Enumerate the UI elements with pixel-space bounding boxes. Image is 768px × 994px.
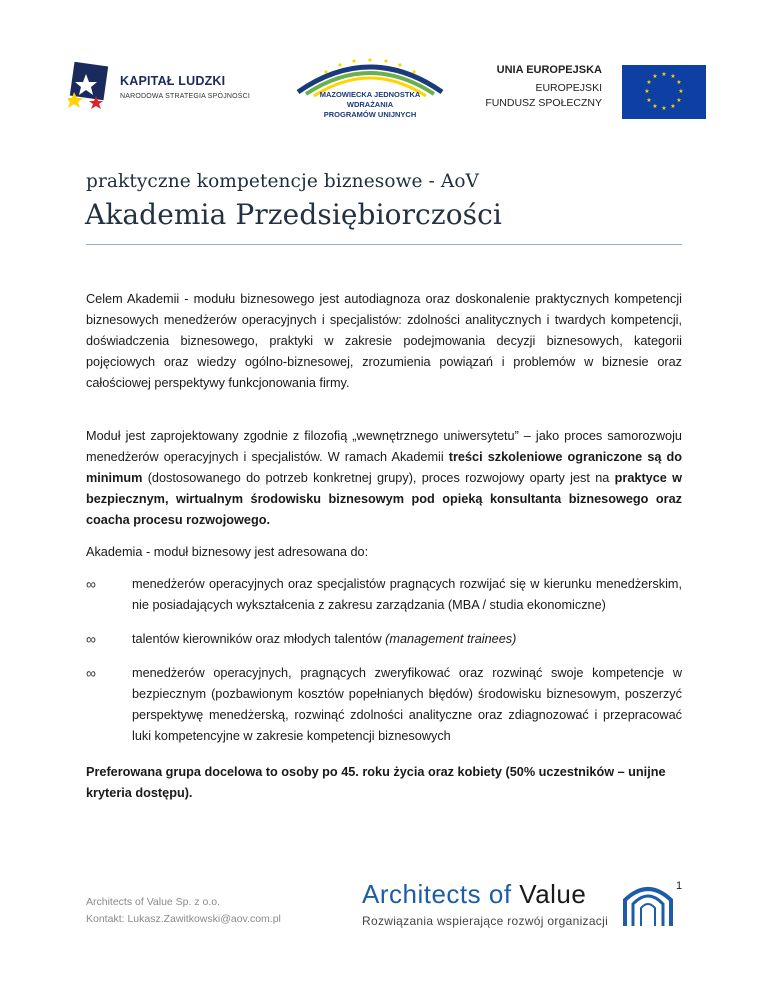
audience-list (86, 568, 682, 747)
list-item-italic: (management trainees) (385, 632, 517, 646)
list-item (86, 574, 682, 616)
footer-company: Architects of Value Sp. z o.o. (86, 896, 221, 908)
svg-text:★: ★ (678, 88, 684, 95)
svg-text:★: ★ (652, 73, 658, 80)
kapital-ludzki-logo (68, 62, 268, 112)
target-group-note: Preferowana grupa docelowa to osoby po 45. roku życia oraz kobiety (50% uczestników – unijne kryteria dostępu). (86, 765, 666, 800)
svg-text:★: ★ (652, 103, 658, 110)
audience-intro: Akademia - moduł biznesowy jest adresowana do: (86, 545, 369, 559)
aov-arch-logo-icon (621, 880, 675, 928)
list-item-text: menedżerów operacyjnych oraz specjalistów pragnących rozwijać się w kierunku menedżerskim, nie posiadających wykształcenia z zakresu zarządzania (MBA / studia ekonomiczne) (132, 577, 682, 612)
eu-fund-label-2: FUNDUSZ SPOŁECZNY (485, 97, 602, 109)
list-item-text: menedżerów operacyjnych, pragnących zweryfikować oraz rozwinąć swoje kompetencje w bezpiecznym (pozbawionym kosztów popełnianych błędów) środowisku biznesowym, poszerzyć perspektywę menedżerską, rozwinąć zdolności analityczne oraz zdiagnozować i przepracować luki kompetencyjne w zakresie kompetencji biznesowych (132, 666, 682, 743)
aov-logo-wordmark (362, 879, 586, 910)
module-description-paragraph (86, 426, 682, 531)
aov-tagline: Rozwiązania wspierające rozwój organizacji (362, 914, 609, 928)
aov-wordmark-a: Architects of (362, 879, 520, 909)
aov-wordmark-b: Value (519, 879, 587, 909)
eu-flag-icon (622, 65, 706, 119)
list-item (86, 663, 682, 747)
svg-text:★: ★ (661, 71, 667, 78)
svg-text:★: ★ (676, 97, 682, 104)
kapital-ludzki-emblem-icon (68, 62, 112, 110)
page-number: 1 (676, 880, 683, 892)
svg-text:★: ★ (661, 105, 667, 112)
infinity-bullet-icon: ∞ (86, 576, 96, 592)
infinity-bullet-icon: ∞ (86, 631, 96, 647)
module-text-bold-1: treści szkoleniowe ograniczone są do minimum (86, 450, 683, 485)
svg-text:★: ★ (676, 79, 682, 86)
document-title: Akademia Przedsiębiorczości (85, 198, 502, 231)
svg-text:★: ★ (670, 73, 676, 80)
mazowiecka-line-2: WDRAŻANIA (346, 100, 394, 109)
infinity-bullet-icon: ∞ (86, 665, 96, 681)
mazowiecka-line-1: MAZOWIECKA JEDNOSTKA (319, 90, 421, 99)
module-text-2: (dostosowanego do potrzeb konkretnej grupy), proces rozwojowy oparty jest na (142, 471, 615, 485)
svg-text:★: ★ (646, 97, 652, 104)
svg-text:★: ★ (670, 103, 676, 110)
kapital-ludzki-subtitle: NARODOWA STRATEGIA SPÓJNOŚCI (120, 93, 251, 100)
footer-contact: Kontakt: Lukasz.Zawitkowski@aov.com.pl (86, 913, 281, 925)
eu-fund-label-1: EUROPEJSKI (535, 82, 602, 94)
eu-union-label: UNIA EUROPEJSKA (496, 64, 602, 76)
svg-text:★: ★ (646, 79, 652, 86)
module-text-bold-2: praktyce w bezpiecznym, wirtualnym środowisku biznesowym pod opieką konsultanta biznesowego oraz coacha procesu rozwojowego. (86, 471, 682, 527)
eu-social-fund-logo (485, 62, 714, 118)
list-item-text: talentów kierowników oraz młodych talentów (132, 632, 386, 646)
list-item (86, 629, 682, 650)
svg-text:★: ★ (644, 88, 650, 95)
module-text-1: Moduł jest zaprojektowany zgodnie z filozofią „wewnętrznego uniwersytetu” – jako proces samorozwoju menedżerów operacyjnych i specjalistów. W ramach Akademii (86, 429, 682, 464)
mazowiecka-jednostka-logo (290, 48, 450, 130)
title-divider (86, 244, 682, 245)
kapital-ludzki-title: KAPITAŁ LUDZKI (120, 74, 226, 88)
mazowiecka-line-3: PROGRAMÓW UNIJNYCH (323, 110, 417, 119)
intro-paragraph: Celem Akademii - modułu biznesowego jest autodiagnoza oraz doskonalenie praktycznych kompetencji biznesowych menedżerów operacyjnych i specjalistów: zdolności analitycznych i twardych kompetencji, doświadczenia biznesowego, praktyki w zakresie podejmowania decyzji biznesowych, kategorii pojęciowych oraz wiedzy ogólno-biznesowej, zrozumienia powiązań i problemów w biznesie oraz całościowej perspektywy funkcjonowania firmy. (86, 292, 682, 390)
document-subtitle: praktyczne kompetencje biznesowe - AoV (86, 171, 480, 192)
